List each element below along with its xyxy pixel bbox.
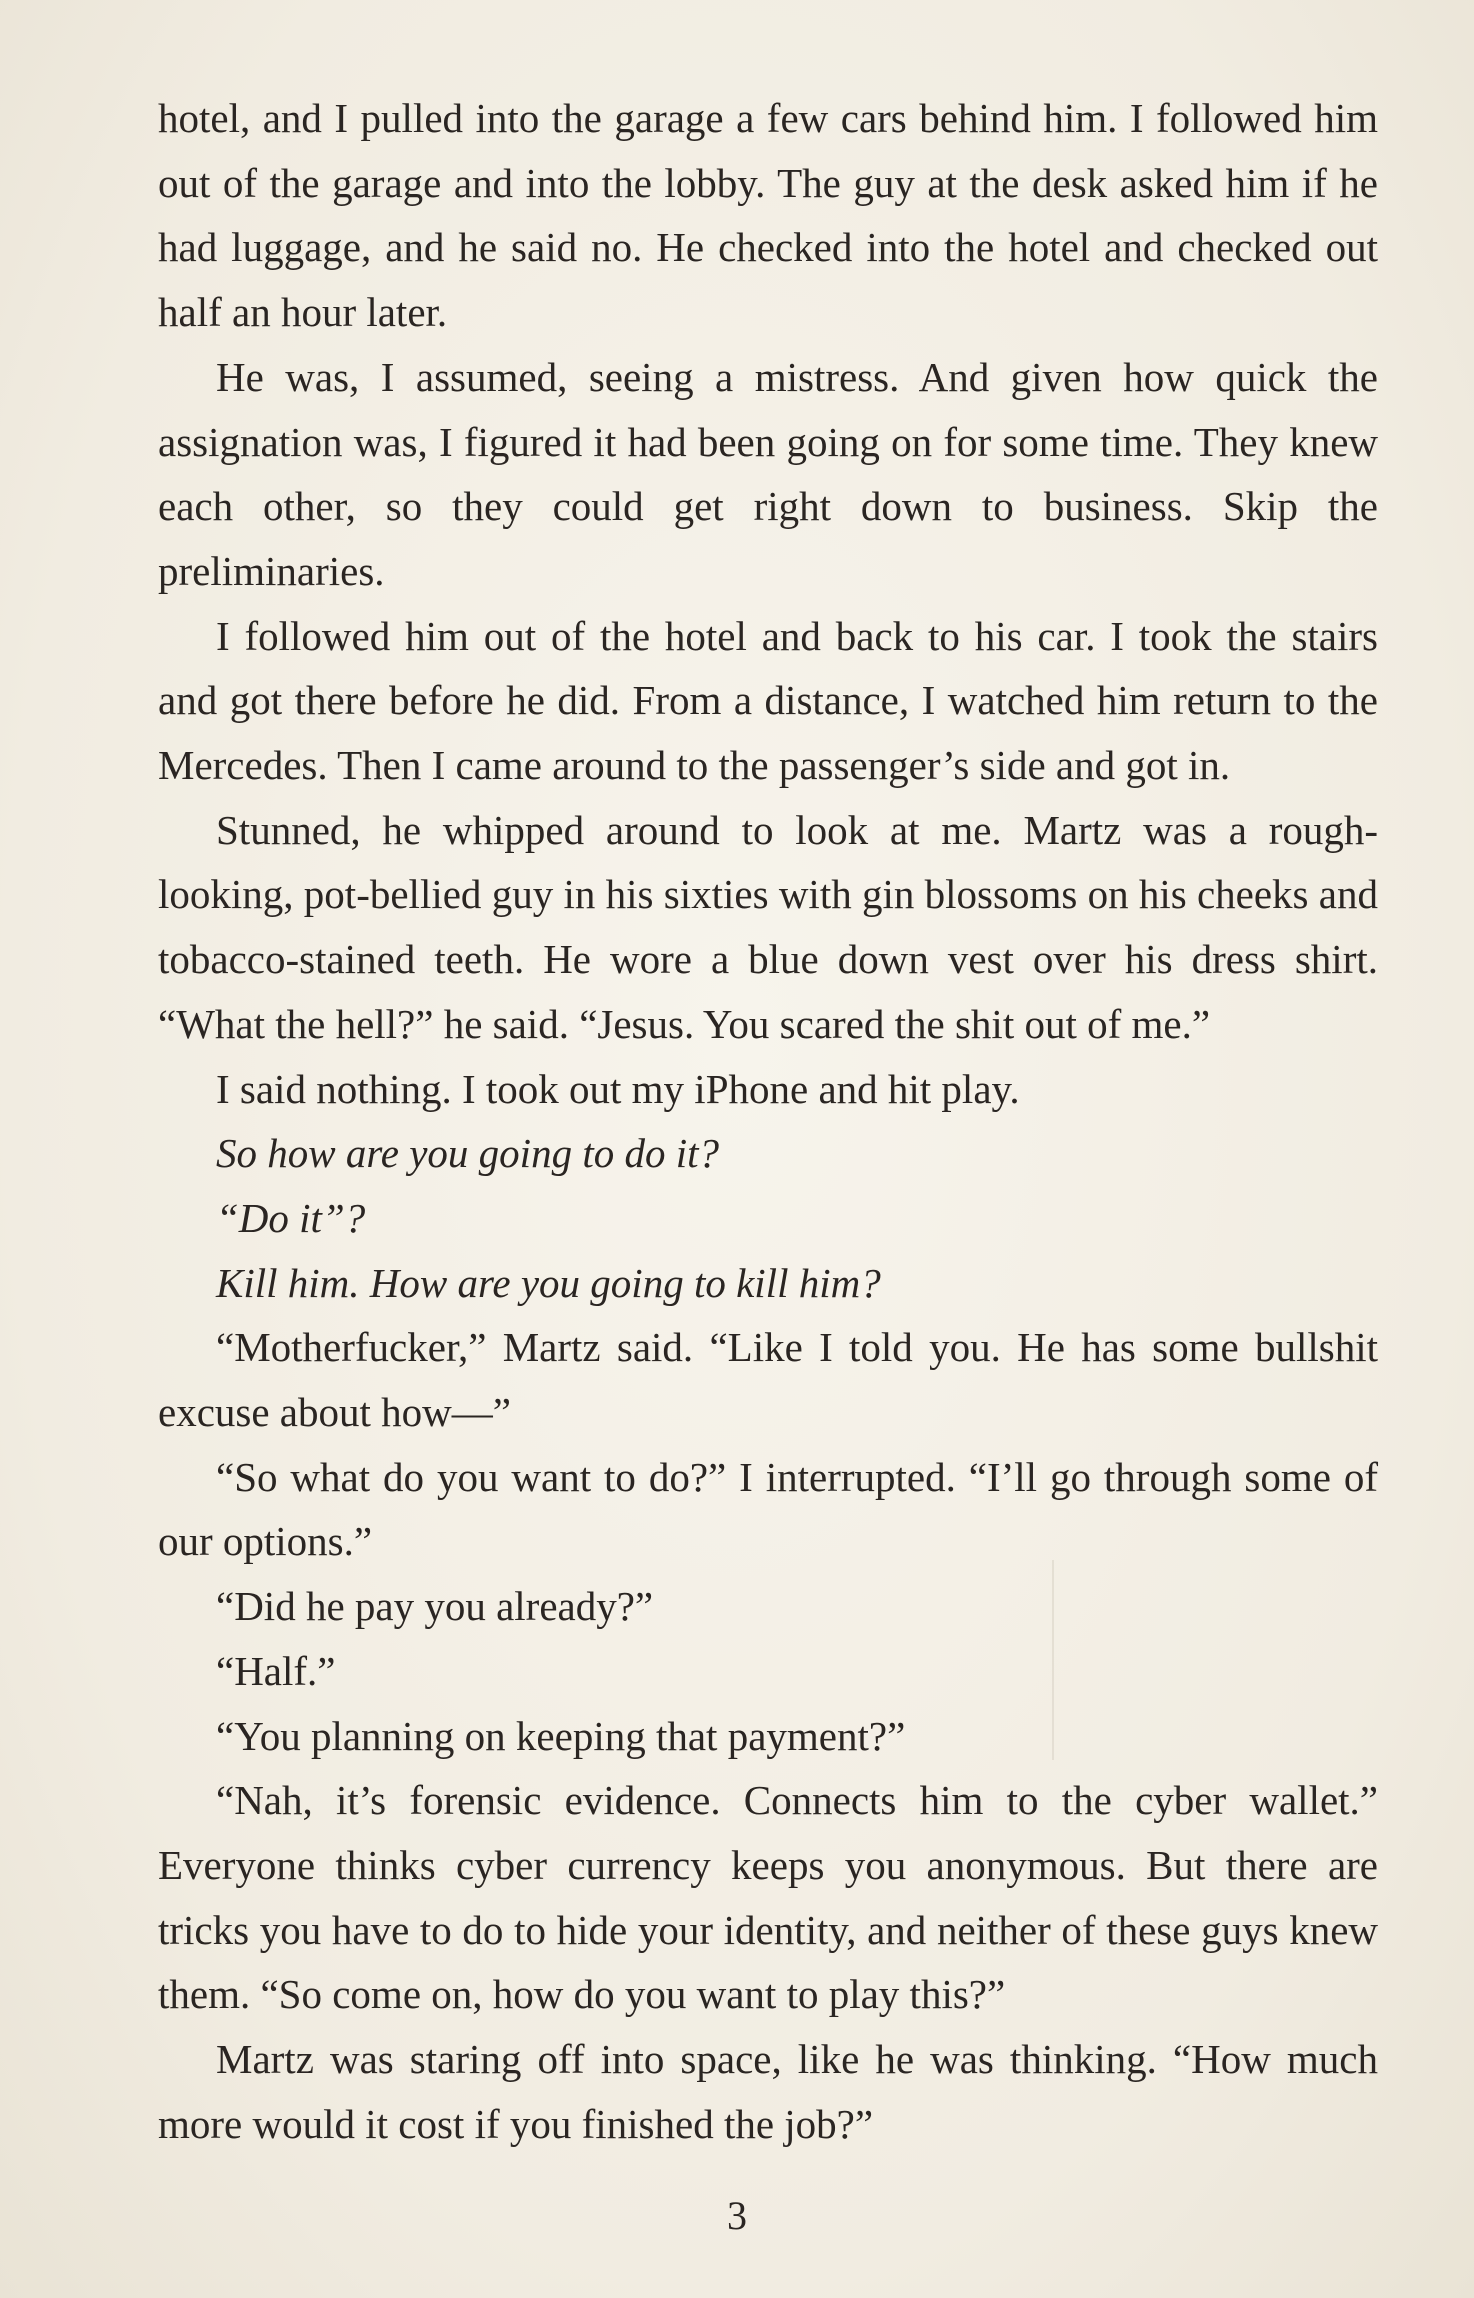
- paragraph: “Half.”: [216, 1647, 336, 1694]
- paragraph: “You planning on keeping that payment?”: [216, 1712, 906, 1759]
- page-number: 3: [727, 2193, 747, 2238]
- italic-paragraph: Kill him. How are you going to kill him?: [216, 1259, 881, 1306]
- paragraph: “Did he pay you already?”: [216, 1583, 654, 1630]
- paragraph: He was, I assumed, seeing a mistress. And given how quick the assignation was, I figured it had been going on for some time. They knew each other, so they could get right down to business. Skip the preliminaries.: [158, 353, 1378, 594]
- body-text: [158, 86, 1378, 2157]
- paragraph: “So what do you want to do?” I interrupted. “I’ll go through some of our options.”: [158, 1453, 1378, 1565]
- paragraph: “Nah, it’s forensic evidence. Connects him to the cyber wallet.” Everyone thinks cyber currency keeps you anonymous. But there are tricks you have to do to hide your identity, and neither of these guys knew them. “So come on, how do you want to play this?”: [158, 1777, 1378, 2018]
- paragraph: I followed him out of the hotel and back to his car. I took the stairs and got there before he did. From a distance, I watched him return to the Mercedes. Then I came around to the passenger’s side and got in.: [158, 612, 1378, 789]
- paragraph: Stunned, he whipped around to look at me. Martz was a rough-looking, pot-bellied guy in his sixties with gin blossoms on his cheeks and tobacco-stained teeth. He wore a blue down vest over his dress shirt. “What the hell?” he said. “Jesus. You scared the shit out of me.”: [158, 806, 1378, 1047]
- paragraph: I said nothing. I took out my iPhone and hit play.: [216, 1065, 1020, 1112]
- paragraph: “Motherfucker,” Martz said. “Like I told you. He has some bullshit excuse about how—”: [158, 1324, 1378, 1436]
- italic-paragraph: “Do it”?: [216, 1194, 366, 1241]
- paragraph: hotel, and I pulled into the garage a few cars behind him. I followed him out of the garage and into the lobby. The guy at the desk asked him if he had luggage, and he said no. He checked into the hotel and checked out half an hour later.: [158, 95, 1378, 336]
- italic-paragraph: So how are you going to do it?: [216, 1130, 719, 1177]
- paragraph: Martz was staring off into space, like he was thinking. “How much more would it cost if you finished the job?”: [158, 2036, 1378, 2147]
